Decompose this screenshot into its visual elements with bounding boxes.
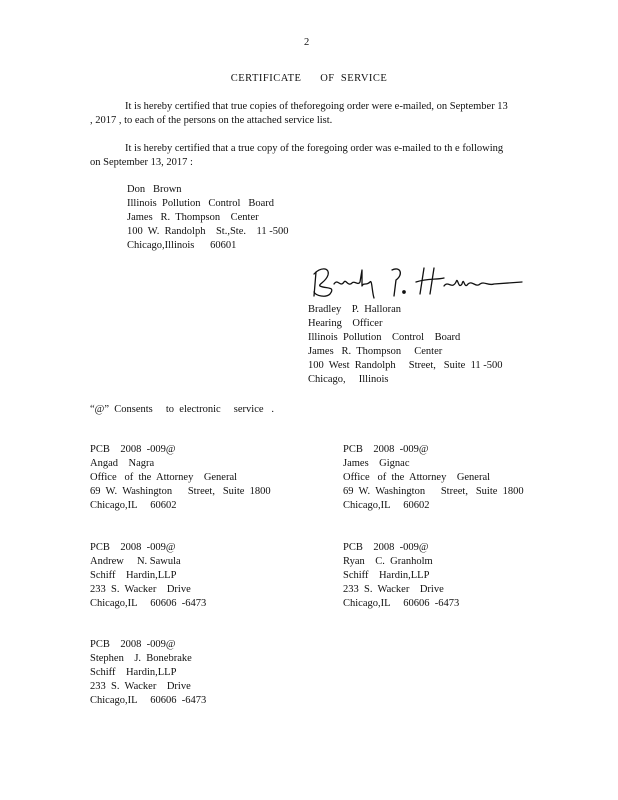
paragraph-2-text: It is hereby certified that a true copy of the foregoing order was e-mailed to th e following on September 13, 2017 : [90,143,504,168]
signer-line: Hearing Officer [308,318,383,329]
case-number: PCB 2008 -009@ [343,542,429,553]
service-list-entry [90,541,206,611]
party-name: James Gignac [343,458,410,469]
signer-line: Bradley P. Halloran [308,304,402,315]
organization: Office of the Attorney General [343,472,491,483]
handwritten-signature [308,262,526,302]
service-list-entry [90,443,271,513]
party-name: Angad Nagra [90,458,155,469]
service-list-entry [343,443,524,513]
party-name: Ryan C. Granholm [343,556,433,567]
recipient-address [127,183,289,253]
case-number: PCB 2008 -009@ [343,444,429,455]
street-address: 69 W. Washington Street, Suite 1800 [90,486,271,497]
recipient-line: Don Brown [127,184,182,195]
page-number: 2 [304,37,310,48]
signer-line: 100 West Randolph Street, Suite 11 -500 [308,360,503,371]
signer-line: Illinois Pollution Control Board [308,332,461,343]
certification-paragraph-2 [90,142,510,170]
paragraph-1-text: It is hereby certified that true copies of theforegoing order were e-mailed, on September 13 , 2017 , to each of the persons on the attached service list. [90,101,508,126]
street-address: 233 S. Wacker Drive [90,584,191,595]
street-address: 233 S. Wacker Drive [343,584,444,595]
signer-block [308,303,503,387]
city-zip: Chicago,IL 60606 -6473 [90,598,207,609]
city-zip: Chicago,IL 60602 [90,500,177,511]
service-list-entry [343,541,459,611]
organization: Schiff Hardin,LLP [90,667,177,678]
recipient-line: Illinois Pollution Control Board [127,198,275,209]
signer-line: James R. Thompson Center [308,346,443,357]
recipient-line: Chicago,Illinois 60601 [127,240,237,251]
service-list-entry [90,638,206,708]
party-name: Stephen J. Bonebrake [90,653,192,664]
case-number: PCB 2008 -009@ [90,444,176,455]
recipient-line: 100 W. Randolph St.,Ste. 11 -500 [127,226,289,237]
city-zip: Chicago,IL 60602 [343,500,430,511]
certification-paragraph-1 [90,100,510,128]
document-title: CERTIFICATE OF SERVICE [230,73,388,84]
electronic-service-legend: “@” Consents to electronic service . [90,404,275,415]
organization: Schiff Hardin,LLP [343,570,430,581]
organization: Office of the Attorney General [90,472,238,483]
street-address: 69 W. Washington Street, Suite 1800 [343,486,524,497]
city-zip: Chicago,IL 60606 -6473 [343,598,460,609]
organization: Schiff Hardin,LLP [90,570,177,581]
signer-line: Chicago, Illinois [308,374,389,385]
city-zip: Chicago,IL 60606 -6473 [90,695,207,706]
recipient-line: James R. Thompson Center [127,212,259,223]
street-address: 233 S. Wacker Drive [90,681,191,692]
party-name: Andrew N. Sawula [90,556,181,567]
case-number: PCB 2008 -009@ [90,639,176,650]
case-number: PCB 2008 -009@ [90,542,176,553]
